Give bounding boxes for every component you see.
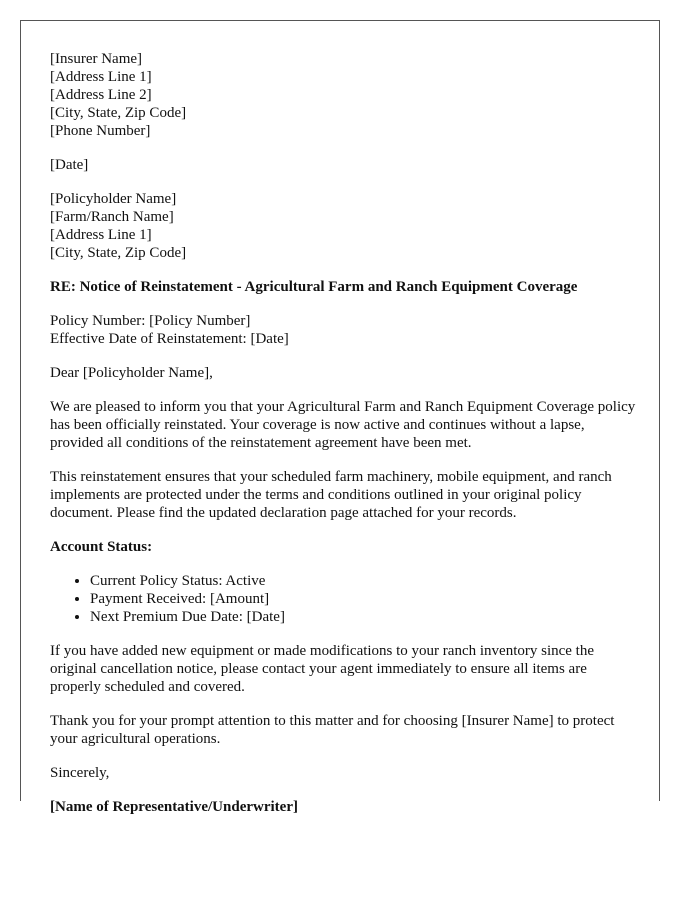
insurer-name: [Insurer Name] xyxy=(50,51,143,67)
policy-number: Policy Number: [Policy Number] xyxy=(50,313,251,329)
insurer-address-line-1: [Address Line 1] xyxy=(50,69,152,85)
letter-page xyxy=(20,20,660,815)
policy-info-block xyxy=(50,312,640,348)
body-paragraph-2: This reinstatement ensures that your scheduled farm machinery, mobile equipment, and ranch implements are protected under the terms and conditions outlined in your original policy document. Please find the updated declaration page attached for your records. xyxy=(50,469,612,521)
recipient-address-line-1: [Address Line 1] xyxy=(50,227,152,243)
recipient-name: [Policyholder Name] xyxy=(50,191,177,207)
salutation: Dear [Policyholder Name], xyxy=(50,365,213,381)
insurer-phone: [Phone Number] xyxy=(50,123,151,139)
insurer-address-line-2: [Address Line 2] xyxy=(50,87,152,103)
signature-name: [Name of Representative/Underwriter] xyxy=(50,799,298,815)
insurer-city-state-zip: [City, State, Zip Code] xyxy=(50,105,187,121)
list-item: • Next Premium Due Date: [Date] xyxy=(90,608,640,626)
subject-line: RE: Notice of Reinstatement - Agricultural Farm and Ranch Equipment Coverage xyxy=(50,279,578,295)
recipient-farm-name: [Farm/Ranch Name] xyxy=(50,209,174,225)
recipient-address-block xyxy=(50,190,640,262)
letter-date xyxy=(50,156,640,174)
account-status-list xyxy=(50,572,640,626)
body-paragraph-3: If you have added new equipment or made modifications to your ranch inventory since the original cancellation notice, please contact your agent immediately to ensure all items are properly scheduled and covered. xyxy=(50,643,594,695)
body-paragraph-1: We are pleased to inform you that your Agricultural Farm and Ranch Equipment Coverage policy has been officially reinstated. Your coverage is now active and continues without a lapse, provided all conditions of the reinstatement agreement have been met. xyxy=(50,399,636,451)
list-item: • Current Policy Status: Active xyxy=(90,572,640,590)
account-status-heading: Account Status: xyxy=(50,539,153,555)
insurer-address-block xyxy=(50,50,640,140)
date-text: [Date] xyxy=(50,157,89,173)
effective-date: Effective Date of Reinstatement: [Date] xyxy=(50,331,289,347)
list-item: • Payment Received: [Amount] xyxy=(90,590,640,608)
closing: Sincerely, xyxy=(50,765,110,781)
letter-content xyxy=(50,50,640,832)
recipient-city-state-zip: [City, State, Zip Code] xyxy=(50,245,187,261)
body-paragraph-4: Thank you for your prompt attention to this matter and for choosing [Insurer Name] to protect your agricultural operations. xyxy=(50,713,615,747)
